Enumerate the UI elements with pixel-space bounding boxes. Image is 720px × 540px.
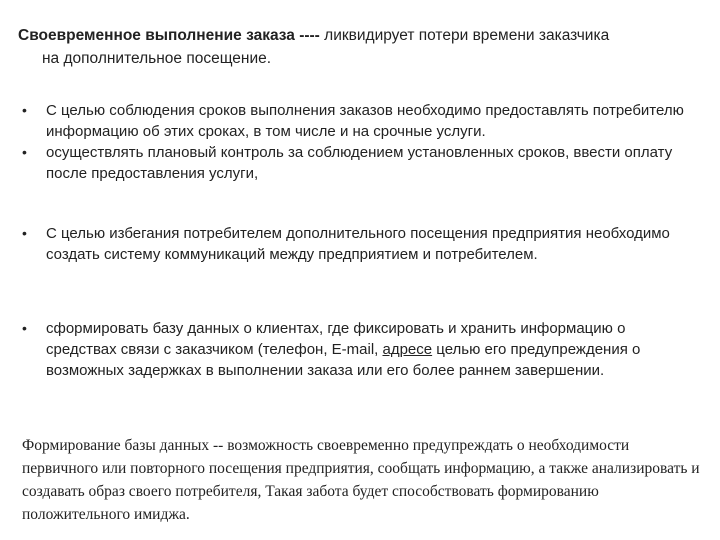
bullet-text: С целью соблюдения сроков выполнения заказов необходимо предоставлять потребителю информацию об этих сроках, в том числе и на срочные услуги.: [46, 102, 684, 140]
bullet-group-2: [18, 223, 698, 265]
bullet-dot-icon: •: [22, 225, 27, 241]
bullet-text: С целью избегания потребителем дополнительного посещения предприятия необходимо создать систему коммуникаций между предприятием и потребителем.: [46, 225, 670, 263]
bullet-text: осуществлять плановый контроль за соблюдением установленных сроков, ввести оплату после предоставления услуги,: [46, 144, 673, 182]
heading-second-line: на дополнительное посещение.: [42, 50, 272, 67]
address-link[interactable]: адресе: [382, 341, 433, 358]
bullet-group-1: [18, 100, 698, 184]
bullet-text-before-link: сформировать базу данных о клиентах, где фиксировать и хранить информацию о средствах связи с заказчиком (телефон, Е-mail,: [46, 320, 626, 358]
slide-heading: [18, 24, 698, 70]
bullet-item: [18, 100, 698, 142]
bullet-item: [18, 223, 698, 265]
bullet-dot-icon: •: [22, 320, 27, 336]
bullet-text-after-link: целью его предупреждения о возможных задержках в выполнении заказа или его более раннем завершении.: [46, 341, 641, 379]
heading-rest-text: ликвидирует потери времени заказчика: [319, 27, 610, 44]
bullet-group-3: [18, 318, 698, 381]
heading-bold-text: Своевременное выполнение заказа ----: [18, 27, 320, 44]
footer-paragraph: Формирование базы данных -- возможность своевременно предупреждать о необходимости первичного или повторного посещения предприятия, сообщать информацию, а также анализировать и создавать образ своего потребителя, Такая забота будет способствовать формированию положительного имиджа.: [22, 437, 700, 523]
bullet-dot-icon: •: [22, 144, 27, 160]
bullet-dot-icon: •: [22, 102, 27, 118]
bullet-item: [18, 318, 698, 381]
bullet-item: [18, 142, 698, 184]
